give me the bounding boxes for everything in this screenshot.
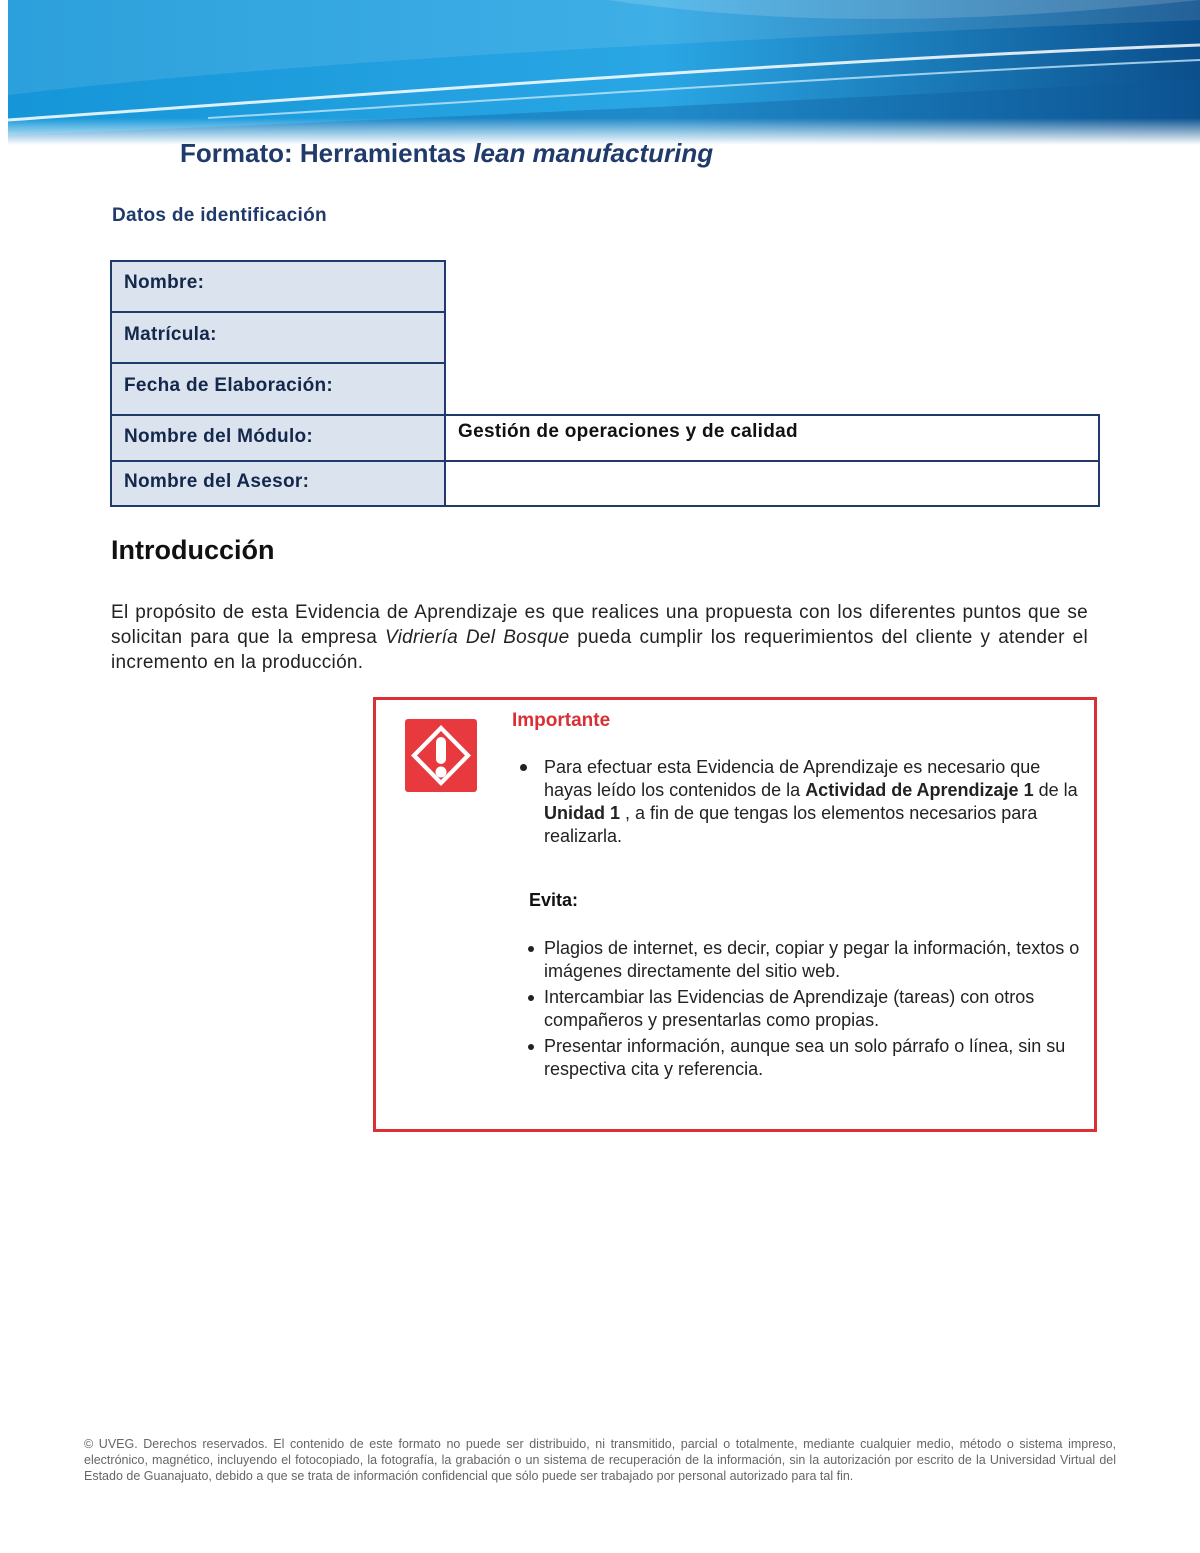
intro-heading: Introducción [111,535,275,565]
intro-company-name: Vidriería Del Bosque [384,627,570,648]
warning-exclamation-icon [405,719,477,792]
important-list [512,756,1087,848]
table-row-label [110,460,446,507]
evita-item-text: Presentar información, aunque sea un solo párrafo o línea, sin su respectiva cita y referencia. [544,1036,1066,1079]
value-modulo: Gestión de operaciones y de calidad [458,421,798,442]
intro-text-1: El propósito de esta Evidencia de Aprendizaje es que realices una propuesta con los diferentes puntos que se solicitan para que la empresa [111,602,1088,648]
table-row-label [110,362,446,416]
table-row-label [110,311,446,364]
item-text: , a fin de que tengas los elementos necesarios para realizarla. [544,803,1038,846]
title-italic: lean manufacturing [473,138,714,168]
bullet-icon [528,995,534,1001]
value-asesor-cell[interactable] [444,460,1100,507]
item-bold: Unidad 1 [544,803,621,823]
list-item [526,1035,1091,1081]
item-bold: Actividad de Aprendizaje 1 [805,780,1034,800]
identification-table [110,260,1100,507]
label-asesor: Nombre del Asesor: [124,471,310,492]
label-modulo: Nombre del Módulo: [124,426,314,447]
bullet-icon [528,1044,534,1050]
bullet-icon [528,946,534,952]
item-text: de la [1033,780,1078,800]
list-item [526,937,1091,983]
intro-text-2: pueda cumplir los requerimientos del cliente y atender el incremento en la producción. [111,627,1088,673]
list-item [526,986,1091,1032]
intro-paragraph [111,600,1088,675]
evita-item-text: Plagios de internet, es decir, copiar y pegar la información, textos o imágenes directamente del sitio web. [544,938,1080,981]
title-prefix: Formato: Herramientas [180,138,474,168]
evita-item-text: Intercambiar las Evidencias de Aprendizaje (tareas) con otros compañeros y presentarlas como propias. [544,987,1035,1030]
item-text: Para efectuar esta Evidencia de Aprendizaje es necesario que hayas leído los contenidos de la [544,757,1041,800]
section-label-identification: Datos de identificación [112,205,327,226]
bullet-icon [520,764,527,771]
evita-list [526,937,1091,1084]
copyright-footer: © UVEG. Derechos reservados. El contenido de este formato no puede ser distribuido, ni transmitido, parcial o totalmente, mediante cualquier medio, método o sistema impreso, electrónico, magnético, incluyendo el fotocopiado, la fotografía, la grabación o un sistema de recuperación de la información, sin la autorización por escrito de la Universidad Virtual del Estado de Guanajuato, debido a que se trata de información confidencial que sólo puede ser trabajado por personal autorizado para tal fin. [84,1437,1116,1483]
document-title [180,138,713,169]
header-banner [8,0,1200,145]
important-box [373,697,1097,1132]
list-item [512,756,1087,848]
label-matricula: Matrícula: [124,324,217,345]
table-row-label [110,260,446,313]
important-title: Importante [512,710,611,731]
label-fecha: Fecha de Elaboración: [124,375,334,396]
evita-title: Evita: [529,890,579,910]
label-nombre: Nombre: [124,272,205,293]
value-modulo-cell[interactable] [444,414,1100,462]
table-row-label [110,414,446,462]
